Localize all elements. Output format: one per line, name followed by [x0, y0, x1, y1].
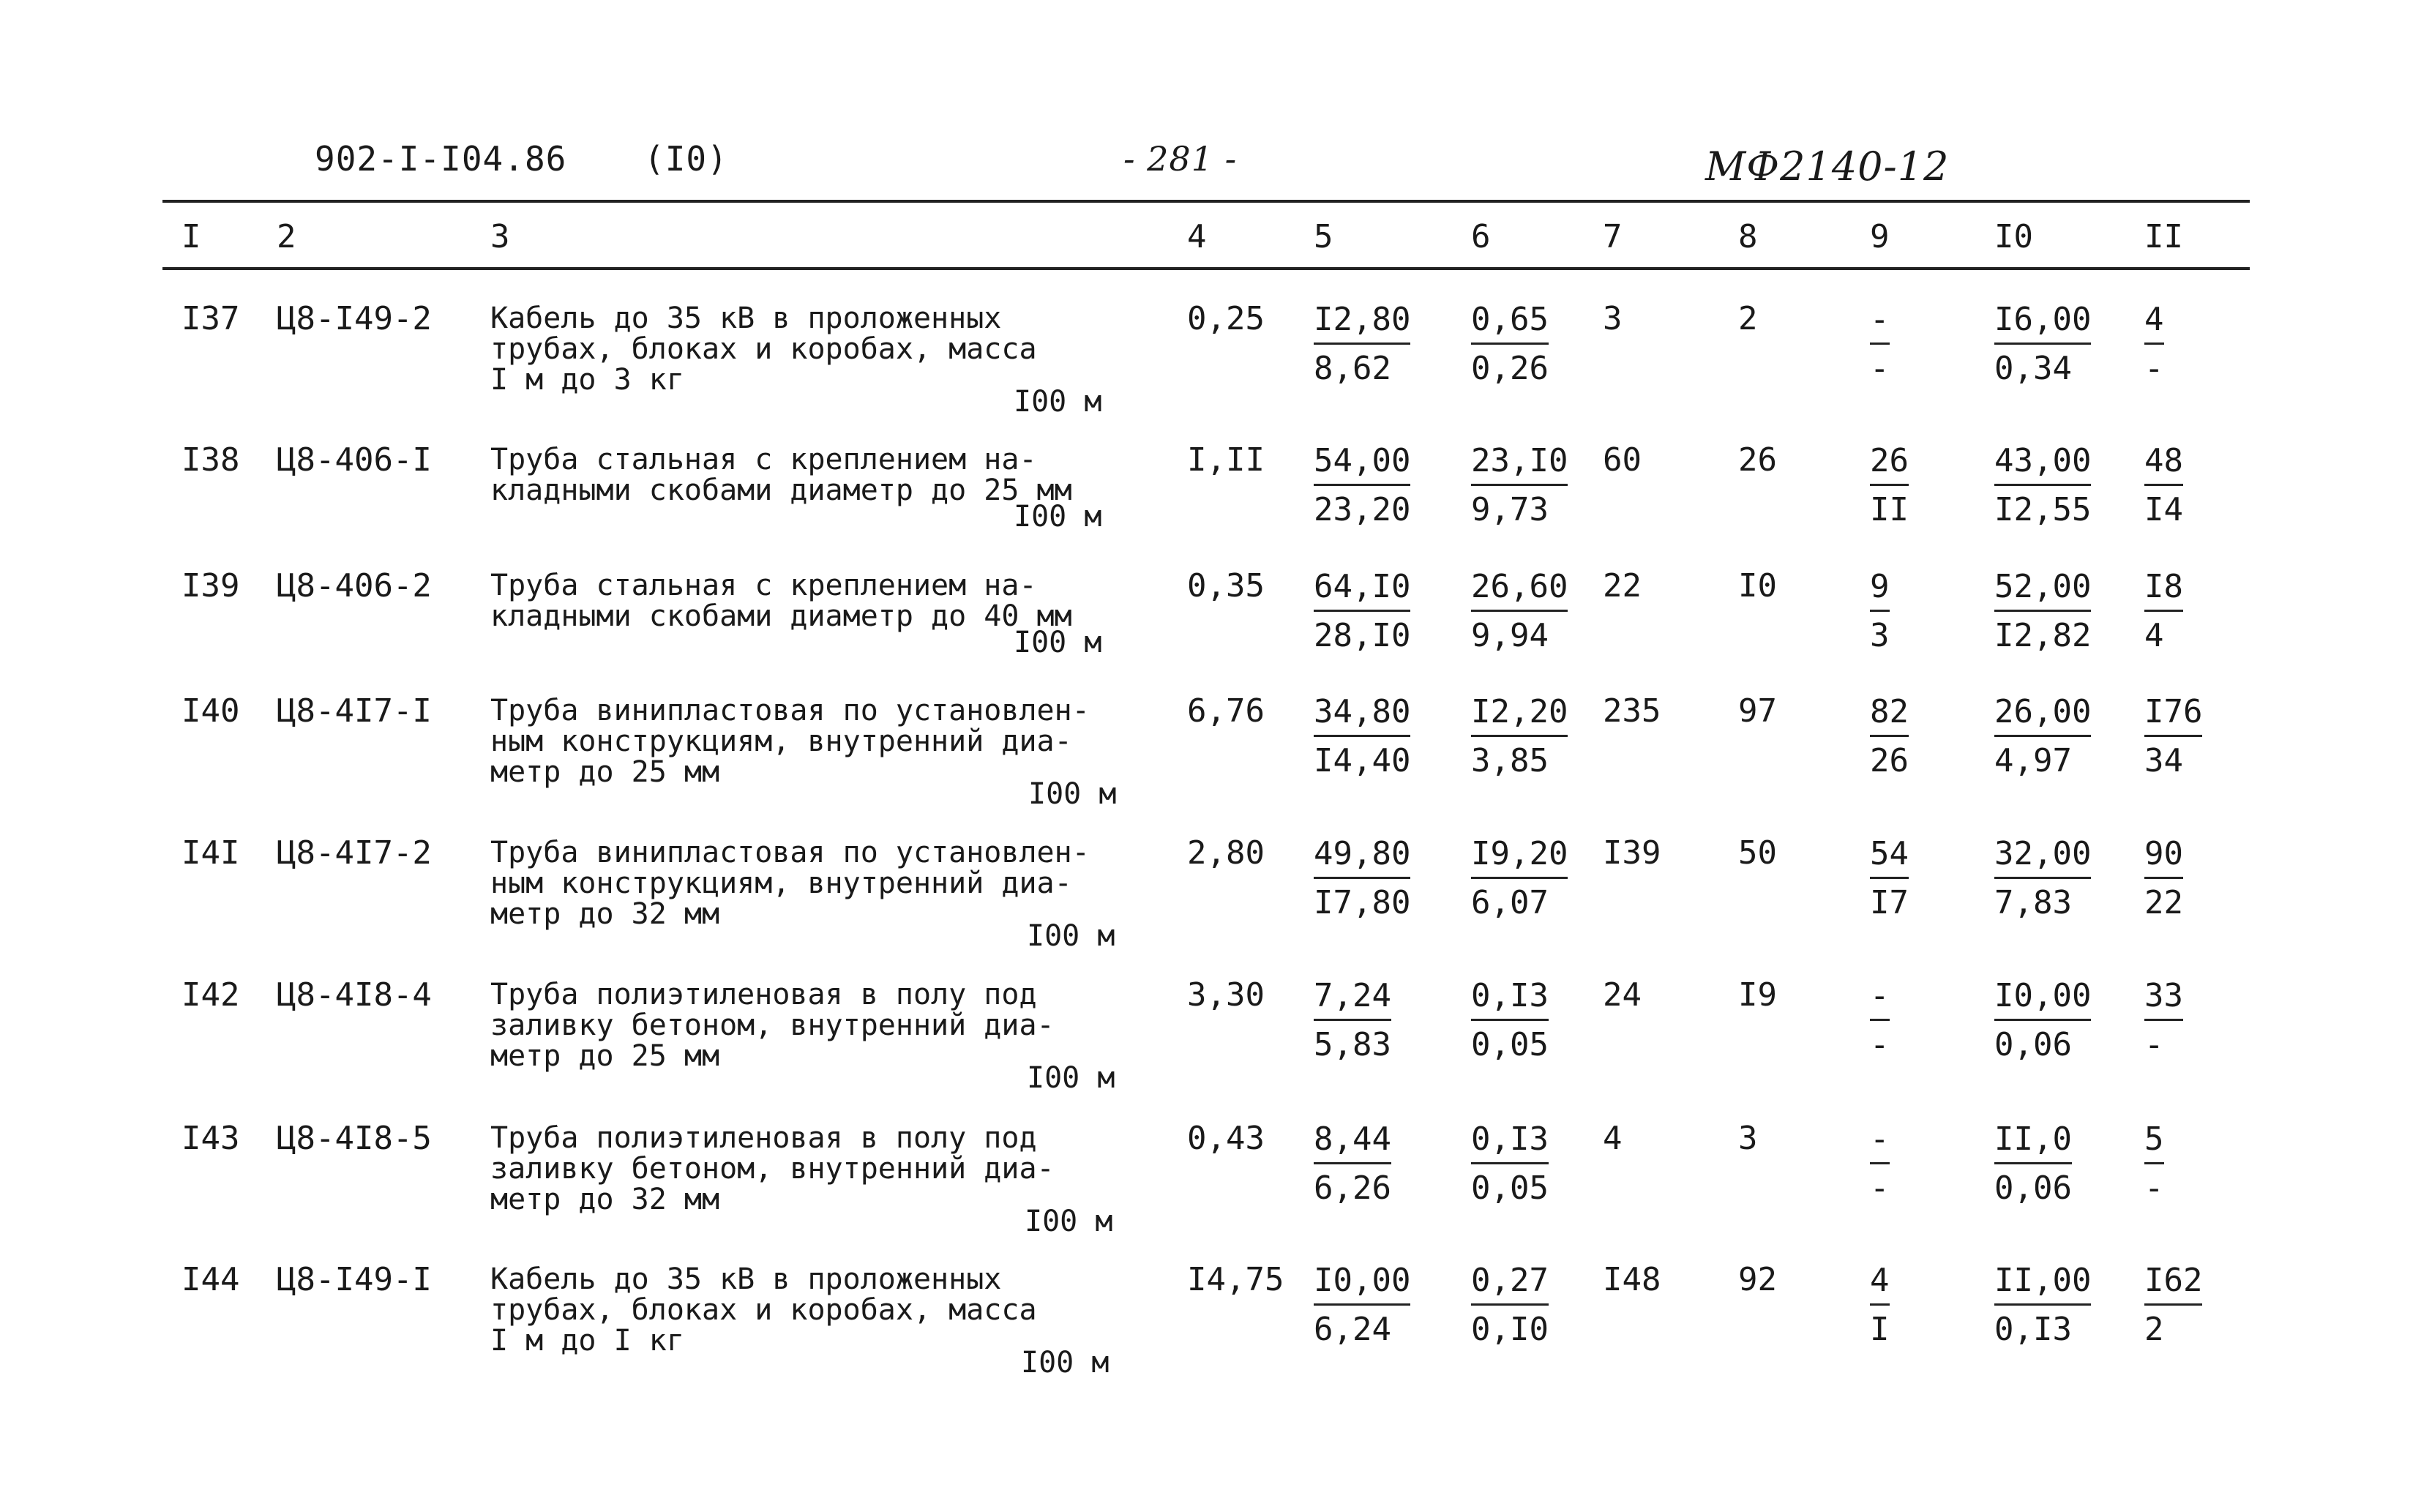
labor-cost-numerator: 52,00 [1994, 566, 2091, 612]
col11-value-fraction [2144, 975, 2183, 1066]
unit-cost-denominator: I7,80 [1314, 884, 1411, 921]
unit-cost-numerator: 7,24 [1314, 975, 1391, 1021]
rate-code: Ц8-4I8-5 [277, 1120, 432, 1157]
wage-cost-fraction [1471, 299, 1549, 390]
col9-value-numerator: 26 [1870, 440, 1909, 486]
col9-value-numerator: - [1870, 975, 1890, 1021]
labor-cost-fraction [1994, 566, 2091, 657]
col9-value-numerator: 9 [1870, 566, 1890, 612]
wage-cost-denominator: 6,07 [1471, 884, 1549, 921]
col11-value-numerator: I8 [2144, 566, 2183, 612]
unit-cost-numerator: I2,80 [1314, 299, 1410, 345]
rate-code: Ц8-4I7-I [277, 692, 432, 730]
wage-cost-numerator: I9,20 [1471, 833, 1568, 879]
col8-value: 2 [1738, 300, 1758, 337]
col9-value-numerator: - [1870, 299, 1890, 345]
col9-value-denominator: - [1870, 350, 1890, 387]
rate-code: Ц8-4I8-4 [277, 976, 432, 1014]
col9-value-denominator: I7 [1870, 884, 1909, 921]
labor-cost-denominator: 0,06 [1994, 1169, 2072, 1207]
wage-cost-denominator: 0,05 [1471, 1026, 1549, 1063]
unit-cost-denominator: 23,20 [1314, 491, 1411, 528]
quantity: 0,35 [1187, 567, 1265, 605]
column-number: 9 [1870, 218, 1890, 255]
labor-cost-fraction [1994, 440, 2091, 531]
work-description: Кабель до 35 кВ в проложенных трубах, блоках и коробах, масса I м до I кг [490, 1262, 1037, 1358]
wage-cost-numerator: I2,20 [1471, 691, 1568, 737]
col8-value: 26 [1738, 441, 1777, 479]
labor-cost-numerator: II,00 [1994, 1260, 2091, 1306]
col11-value-fraction [2144, 691, 2202, 782]
col7-value: I48 [1603, 1261, 1661, 1298]
col11-value-numerator: I62 [2144, 1260, 2202, 1306]
col11-value-numerator: 5 [2144, 1118, 2164, 1164]
work-description: Труба винипластовая по установлен- ным конструкциям, внутренний диа- метр до 25 мм [490, 694, 1090, 789]
col9-value-denominator: 3 [1870, 617, 1890, 654]
unit-cost-denominator: 6,24 [1314, 1311, 1391, 1348]
labor-cost-denominator: I2,55 [1994, 491, 2092, 528]
rate-code: Ц8-I49-I [277, 1261, 432, 1298]
wage-cost-fraction [1471, 833, 1568, 924]
col9-value-denominator: I [1870, 1311, 1890, 1348]
unit-cost-denominator: 6,26 [1314, 1169, 1391, 1207]
wage-cost-denominator: 0,26 [1471, 350, 1549, 387]
col11-value-denominator: 34 [2144, 742, 2183, 779]
labor-cost-numerator: 26,00 [1994, 691, 2091, 737]
col7-value: 22 [1603, 567, 1642, 605]
row-number: I42 [182, 976, 240, 1014]
unit-cost-numerator: I0,00 [1314, 1260, 1410, 1306]
col11-value-fraction [2144, 440, 2183, 531]
col9-value-fraction [1870, 299, 1890, 390]
row-number: I40 [182, 692, 240, 730]
column-number: I0 [1994, 218, 2033, 255]
wage-cost-fraction [1471, 440, 1568, 531]
labor-cost-denominator: 4,97 [1994, 742, 2072, 779]
unit-cost-numerator: 54,00 [1314, 440, 1410, 486]
quantity: I,II [1187, 441, 1265, 479]
column-number: 7 [1603, 218, 1623, 255]
labor-cost-numerator: II,0 [1994, 1118, 2072, 1164]
unit-cost-denominator: I4,40 [1314, 742, 1411, 779]
work-description: Труба винипластовая по установлен- ным конструкциям, внутренний диа- метр до 32 мм [490, 836, 1090, 931]
col9-value-numerator: - [1870, 1118, 1890, 1164]
col9-value-fraction [1870, 440, 1909, 531]
col9-value-denominator: 26 [1870, 742, 1909, 779]
unit-cost-fraction [1314, 691, 1410, 782]
labor-cost-denominator: 0,34 [1994, 350, 2072, 387]
col11-value-numerator: I76 [2144, 691, 2202, 737]
col11-value-fraction [2144, 1118, 2164, 1210]
col11-value-numerator: 33 [2144, 975, 2183, 1021]
quantity: I4,75 [1187, 1261, 1284, 1298]
labor-cost-numerator: I0,00 [1994, 975, 2091, 1021]
labor-cost-denominator: I2,82 [1994, 617, 2092, 654]
col9-value-numerator: 82 [1870, 691, 1909, 737]
col11-value-denominator: I4 [2144, 491, 2183, 528]
col8-value: 50 [1738, 834, 1777, 872]
row-number: I44 [182, 1261, 240, 1298]
labor-cost-fraction [1994, 975, 2091, 1066]
table-top-rule [162, 200, 2250, 203]
wage-cost-fraction [1471, 975, 1549, 1066]
wage-cost-numerator: 0,I3 [1471, 975, 1549, 1021]
wage-cost-denominator: 9,73 [1471, 491, 1549, 528]
row-number: I37 [182, 300, 240, 337]
measure-unit: I00 м [1027, 919, 1115, 953]
document-code: 902-I-I04.86 [315, 139, 567, 179]
row-number: I4I [182, 834, 240, 872]
labor-cost-fraction [1994, 1118, 2072, 1210]
wage-cost-denominator: 9,94 [1471, 617, 1549, 654]
wage-cost-fraction [1471, 566, 1568, 657]
col11-value-fraction [2144, 566, 2183, 657]
quantity: 6,76 [1187, 692, 1265, 730]
col8-value: I9 [1738, 976, 1777, 1014]
col7-value: I39 [1603, 834, 1661, 872]
labor-cost-fraction [1994, 833, 2091, 924]
measure-unit: I00 м [1014, 500, 1102, 534]
measure-unit: I00 м [1021, 1346, 1110, 1380]
work-description: Труба полиэтиленовая в полу под заливку бетоном, внутренний диа- метр до 25 мм [490, 978, 1055, 1073]
col11-value-numerator: 48 [2144, 440, 2183, 486]
measure-unit: I00 м [1025, 1205, 1113, 1238]
unit-cost-fraction [1314, 975, 1391, 1066]
column-number: 8 [1738, 218, 1758, 255]
labor-cost-numerator: I6,00 [1994, 299, 2091, 345]
col9-value-denominator: II [1870, 491, 1909, 528]
unit-cost-denominator: 28,I0 [1314, 617, 1411, 654]
col9-value-fraction [1870, 566, 1890, 657]
labor-cost-fraction [1994, 299, 2091, 390]
column-number: 4 [1187, 218, 1207, 255]
row-number: I43 [182, 1120, 240, 1157]
col9-value-denominator: - [1870, 1026, 1890, 1063]
wage-cost-denominator: 0,I0 [1471, 1311, 1549, 1348]
measure-unit: I00 м [1028, 777, 1117, 811]
col8-value: 3 [1738, 1120, 1758, 1157]
col9-value-fraction [1870, 1260, 1890, 1351]
page-number: - 281 - [1123, 139, 1238, 179]
labor-cost-denominator: 7,83 [1994, 884, 2072, 921]
unit-cost-fraction [1314, 299, 1410, 390]
col11-value-numerator: 4 [2144, 299, 2164, 345]
col7-value: 60 [1603, 441, 1642, 479]
col11-value-fraction [2144, 299, 2164, 390]
col11-value-denominator: 4 [2144, 617, 2164, 654]
wage-cost-denominator: 0,05 [1471, 1169, 1549, 1207]
col9-value-denominator: - [1870, 1169, 1890, 1207]
col9-value-fraction [1870, 691, 1909, 782]
wage-cost-numerator: 0,27 [1471, 1260, 1549, 1306]
col9-value-fraction [1870, 975, 1890, 1066]
section-number: (I0) [644, 139, 728, 179]
table-header-rule [162, 267, 2250, 270]
labor-cost-fraction [1994, 691, 2091, 782]
col11-value-denominator: - [2144, 1169, 2164, 1207]
col11-value-denominator: 2 [2144, 1311, 2164, 1348]
rate-code: Ц8-406-I [277, 441, 432, 479]
col11-value-fraction [2144, 1260, 2202, 1351]
unit-cost-numerator: 34,80 [1314, 691, 1410, 737]
col11-value-denominator: - [2144, 1026, 2164, 1063]
measure-unit: I00 м [1014, 626, 1102, 659]
work-description: Труба стальная с креплением на- кладными скобами диаметр до 25 мм [490, 443, 1072, 507]
wage-cost-numerator: 0,I3 [1471, 1118, 1549, 1164]
wage-cost-denominator: 3,85 [1471, 742, 1549, 779]
unit-cost-denominator: 8,62 [1314, 350, 1391, 387]
quantity: 0,43 [1187, 1120, 1265, 1157]
wage-cost-numerator: 26,60 [1471, 566, 1568, 612]
column-number: II [2144, 218, 2183, 255]
work-description: Труба стальная с креплением на- кладными скобами диаметр до 40 мм [490, 569, 1072, 633]
sheet-mark: МФ2140-12 [1705, 143, 1950, 190]
quantity: 0,25 [1187, 300, 1265, 337]
column-number: I [182, 218, 201, 255]
unit-cost-fraction [1314, 1118, 1391, 1210]
unit-cost-denominator: 5,83 [1314, 1026, 1391, 1063]
col9-value-fraction [1870, 833, 1909, 924]
col9-value-fraction [1870, 1118, 1890, 1210]
col8-value: 97 [1738, 692, 1777, 730]
col7-value: 24 [1603, 976, 1642, 1014]
col7-value: 4 [1603, 1120, 1623, 1157]
column-number: 6 [1471, 218, 1491, 255]
unit-cost-fraction [1314, 833, 1410, 924]
col8-value: I0 [1738, 567, 1777, 605]
quantity: 2,80 [1187, 834, 1265, 872]
wage-cost-fraction [1471, 1260, 1549, 1351]
wage-cost-numerator: 23,I0 [1471, 440, 1568, 486]
col7-value: 3 [1603, 300, 1623, 337]
quantity: 3,30 [1187, 976, 1265, 1014]
col9-value-numerator: 54 [1870, 833, 1909, 879]
work-description: Труба полиэтиленовая в полу под заливку бетоном, внутренний диа- метр до 32 мм [490, 1121, 1055, 1216]
column-number: 5 [1314, 218, 1333, 255]
measure-unit: I00 м [1014, 385, 1102, 419]
col11-value-numerator: 90 [2144, 833, 2183, 879]
unit-cost-numerator: 49,80 [1314, 833, 1410, 879]
labor-cost-fraction [1994, 1260, 2091, 1351]
rate-code: Ц8-4I7-2 [277, 834, 432, 872]
labor-cost-denominator: 0,I3 [1994, 1311, 2072, 1348]
column-number: 3 [490, 218, 510, 255]
rate-code: Ц8-I49-2 [277, 300, 432, 337]
unit-cost-fraction [1314, 1260, 1410, 1351]
wage-cost-fraction [1471, 691, 1568, 782]
wage-cost-fraction [1471, 1118, 1549, 1210]
col11-value-denominator: - [2144, 350, 2164, 387]
row-number: I39 [182, 567, 240, 605]
col8-value: 92 [1738, 1261, 1777, 1298]
wage-cost-numerator: 0,65 [1471, 299, 1549, 345]
unit-cost-numerator: 8,44 [1314, 1118, 1391, 1164]
col9-value-numerator: 4 [1870, 1260, 1890, 1306]
row-number: I38 [182, 441, 240, 479]
labor-cost-numerator: 43,00 [1994, 440, 2091, 486]
column-number: 2 [277, 218, 296, 255]
unit-cost-fraction [1314, 566, 1410, 657]
measure-unit: I00 м [1027, 1061, 1115, 1095]
labor-cost-numerator: 32,00 [1994, 833, 2091, 879]
rate-code: Ц8-406-2 [277, 567, 432, 605]
col7-value: 235 [1603, 692, 1661, 730]
unit-cost-numerator: 64,I0 [1314, 566, 1410, 612]
work-description: Кабель до 35 кВ в проложенных трубах, блоках и коробах, масса I м до 3 кг [490, 302, 1037, 397]
col11-value-denominator: 22 [2144, 884, 2183, 921]
labor-cost-denominator: 0,06 [1994, 1026, 2072, 1063]
unit-cost-fraction [1314, 440, 1410, 531]
col11-value-fraction [2144, 833, 2183, 924]
